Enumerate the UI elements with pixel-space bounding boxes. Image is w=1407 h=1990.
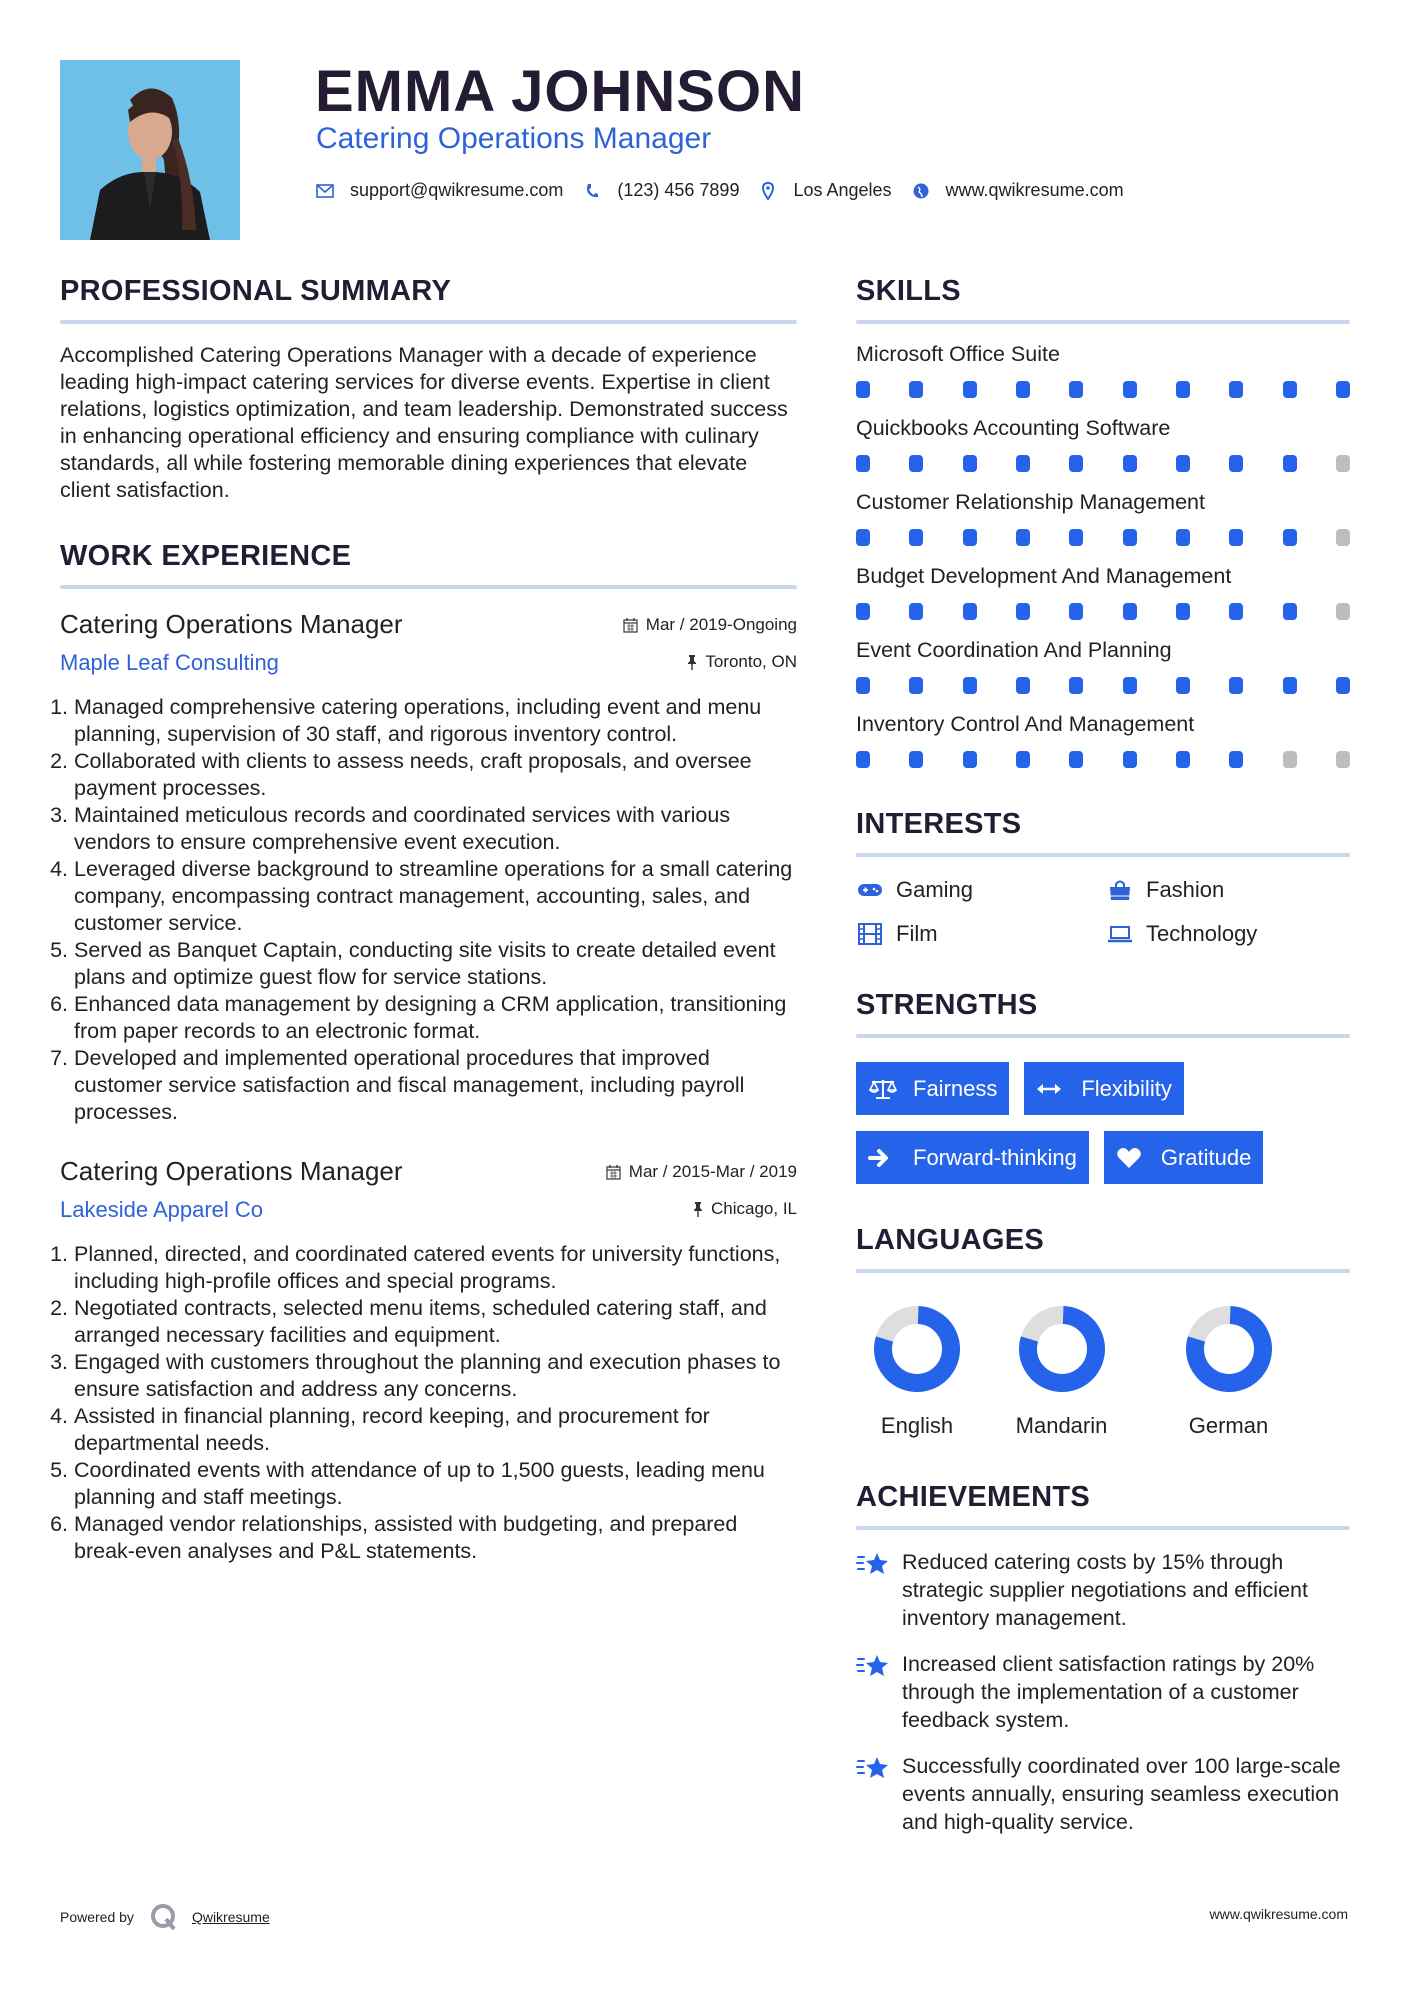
- rating-dot-filled: [1229, 381, 1243, 398]
- strength-chip: [856, 1131, 1089, 1184]
- skill-name: Quickbooks Accounting Software: [856, 416, 1171, 440]
- skill-name: Event Coordination And Planning: [856, 638, 1172, 662]
- rating-dot-filled: [856, 677, 870, 694]
- rating-dot-filled: [1283, 455, 1297, 472]
- language-item: [1145, 1305, 1312, 1439]
- job-dates: [606, 1162, 797, 1182]
- rating-dot-filled: [963, 455, 977, 472]
- section-heading: INTERESTS: [856, 808, 1022, 840]
- skills-section: [856, 275, 1350, 768]
- bullet-item: 3. Maintained meticulous records and coordinated services with various vendors to ensure comprehensive event execution.: [50, 803, 731, 854]
- section-heading: LANGUAGES: [856, 1224, 1044, 1256]
- language-donut-chart: [1185, 1305, 1273, 1393]
- section-divider: [856, 1269, 1350, 1273]
- rating-dot-filled: [1016, 751, 1030, 768]
- job-dates-text: Mar / 2015-Mar / 2019: [628, 1162, 797, 1181]
- job-dates: [623, 615, 797, 635]
- balance-scale-icon: [868, 1077, 900, 1101]
- phone-icon: [583, 182, 601, 200]
- rating-dot-empty: [1336, 455, 1350, 472]
- rating-dot-filled: [1016, 529, 1030, 546]
- rating-dot-filled: [856, 603, 870, 620]
- rating-dot-empty: [1283, 751, 1297, 768]
- section-heading: ACHIEVEMENTS: [856, 1481, 1091, 1513]
- contact-row: [316, 180, 1144, 201]
- rating-dot-filled: [1176, 381, 1190, 398]
- section-divider: [856, 1526, 1350, 1530]
- section-heading: SKILLS: [856, 275, 961, 307]
- rating-dot-filled: [909, 529, 923, 546]
- candidate-name: EMMA JOHNSON: [315, 59, 805, 124]
- pushpin-icon: [687, 654, 697, 670]
- interest-label: Fashion: [1146, 877, 1225, 902]
- strength-label: Flexibility: [1081, 1075, 1172, 1101]
- rating-dot-filled: [1123, 455, 1137, 472]
- skill-name: Microsoft Office Suite: [856, 342, 1060, 366]
- powered-by-text: Powered by: [60, 1909, 134, 1925]
- profile-photo: [60, 60, 240, 240]
- skills-list: [856, 342, 1350, 768]
- rating-dot-filled: [1123, 677, 1137, 694]
- achievement-item: [856, 1752, 1350, 1836]
- bullet-item: 5. Coordinated events with attendance of up to 1,500 guests, leading menu planning and staff meetings.: [50, 1458, 765, 1509]
- rating-dot-filled: [1069, 603, 1083, 620]
- skill-item: [856, 490, 1350, 546]
- bullet-item: 2. Negotiated contracts, selected menu items, scheduled catering staff, and arranged necessary facilities and equipment.: [50, 1296, 767, 1347]
- calendar-icon: [623, 617, 638, 633]
- rating-dot-filled: [1283, 381, 1297, 398]
- skill-rating: [856, 603, 1350, 620]
- achievement-text: Increased client satisfaction ratings by 20% through the implementation of a customer feedback system.: [902, 1652, 1315, 1732]
- rating-dot-filled: [1336, 677, 1350, 694]
- rating-dot-filled: [1069, 529, 1083, 546]
- skill-rating: [856, 529, 1350, 546]
- skill-item: [856, 638, 1350, 694]
- contact-phone[interactable]: [583, 180, 739, 201]
- gamepad-icon: [856, 878, 884, 902]
- section-divider: [856, 320, 1350, 324]
- footer-powered-by: [60, 1903, 270, 1931]
- heart-icon: [1116, 1147, 1148, 1169]
- bullet-item: 5. Served as Banquet Captain, conducting site visits to create detailed event plans and optimize guest flow for service stations.: [50, 938, 776, 989]
- achievement-text: Successfully coordinated over 100 large-scale events annually, ensuring seamless execution and high-quality service.: [902, 1754, 1341, 1834]
- section-divider: [60, 320, 797, 324]
- job-title: Catering Operations Manager: [60, 609, 403, 639]
- rating-dot-filled: [1229, 603, 1243, 620]
- rating-dot-filled: [909, 455, 923, 472]
- star-icon: [856, 1548, 902, 1632]
- strength-label: Gratitude: [1160, 1144, 1252, 1170]
- rating-dot-filled: [963, 677, 977, 694]
- skill-name: Budget Development And Management: [856, 564, 1232, 588]
- achievement-item: [856, 1650, 1350, 1734]
- rating-dot-filled: [909, 677, 923, 694]
- interest-label: Technology: [1146, 921, 1258, 946]
- section-heading: STRENGTHS: [856, 989, 1038, 1021]
- rating-dot-filled: [963, 381, 977, 398]
- strength-chip: [1024, 1062, 1183, 1115]
- rating-dot-filled: [1069, 381, 1083, 398]
- phone-text: (123) 456 7899: [617, 180, 740, 200]
- email-text: support@qwikresume.com: [350, 180, 564, 200]
- summary-text: Accomplished Catering Operations Manager with a decade of experience leading high-impact catering services for diverse events. Expertise in client relations, logistics optimization, and team leadership. Demonstrated success in enhancing operational efficiency and ensuring compliance with culinary standards, all while fostering memorable dining experiences that elevate client satisfaction.: [60, 343, 788, 502]
- pushpin-icon: [693, 1201, 703, 1217]
- rating-dot-filled: [1283, 529, 1297, 546]
- job-location-text: Chicago, IL: [711, 1199, 797, 1218]
- company-name: Lakeside Apparel Co: [60, 1197, 264, 1222]
- envelope-icon: [316, 182, 334, 200]
- job-entry: [50, 609, 797, 1126]
- interest-label: Gaming: [896, 877, 974, 902]
- interest-label: Film: [896, 921, 938, 946]
- language-donut-chart: [873, 1305, 961, 1393]
- languages-section: [856, 1224, 1350, 1439]
- rating-dot-filled: [909, 751, 923, 768]
- rating-dot-filled: [1016, 455, 1030, 472]
- strength-chip: [1104, 1131, 1264, 1184]
- bullet-item: 1. Planned, directed, and coordinated catered events for university functions, including high-profile offices and special programs.: [50, 1242, 781, 1293]
- job-location: [693, 1199, 797, 1219]
- achievement-text: Reduced catering costs by 15% through strategic supplier negotiations and efficient inventory management.: [902, 1550, 1308, 1630]
- strength-label: Forward-thinking: [913, 1144, 1077, 1170]
- qwikresume-logo-icon: [150, 1903, 178, 1931]
- rating-dot-empty: [1336, 529, 1350, 546]
- film-icon: [856, 922, 884, 946]
- rating-dot-empty: [1336, 603, 1350, 620]
- strengths-list: [856, 1062, 1350, 1184]
- rating-dot-filled: [856, 455, 870, 472]
- rating-dot-filled: [1123, 603, 1137, 620]
- rating-dot-filled: [1229, 529, 1243, 546]
- arrows-horizontal-icon: [1036, 1082, 1068, 1096]
- interest-item: [1106, 921, 1350, 947]
- calendar-icon: [606, 1164, 621, 1180]
- bullet-item: 6. Enhanced data management by designing a CRM application, transitioning from paper records to an electronic format.: [50, 992, 787, 1043]
- bullet-item: 7. Developed and implemented operational procedures that improved customer service satisfaction and fiscal management, including payroll processes.: [50, 1046, 745, 1124]
- section-heading: WORK EXPERIENCE: [60, 540, 352, 572]
- language-item: [856, 1305, 978, 1439]
- rating-dot-filled: [1283, 603, 1297, 620]
- skill-rating: [856, 677, 1350, 694]
- rating-dot-filled: [1069, 455, 1083, 472]
- strengths-section: [856, 989, 1350, 1184]
- shopping-bag-icon: [1106, 878, 1134, 902]
- skill-item: [856, 342, 1350, 398]
- achievements-list: [856, 1548, 1350, 1836]
- bullet-item: 4. Assisted in financial planning, record keeping, and procurement for departmental needs.: [50, 1404, 710, 1455]
- candidate-title: Catering Operations Manager: [316, 122, 712, 155]
- rating-dot-filled: [963, 751, 977, 768]
- achievements-section: [856, 1481, 1350, 1836]
- arrow-right-icon: [868, 1148, 900, 1168]
- rating-dot-filled: [1069, 751, 1083, 768]
- person-portrait-icon: [60, 60, 240, 240]
- languages-list: [856, 1305, 1350, 1439]
- summary-section: [60, 275, 797, 504]
- rating-dot-filled: [909, 603, 923, 620]
- rating-dot-filled: [1069, 677, 1083, 694]
- section-divider: [856, 853, 1350, 857]
- skill-item: [856, 416, 1350, 472]
- rating-dot-filled: [963, 603, 977, 620]
- rating-dot-filled: [1123, 751, 1137, 768]
- interest-item: [856, 877, 1106, 903]
- rating-dot-filled: [1176, 455, 1190, 472]
- section-heading: PROFESSIONAL SUMMARY: [60, 275, 452, 307]
- left-column: [50, 275, 797, 1565]
- contact-website[interactable]: [912, 180, 1124, 201]
- footer-url[interactable]: www.qwikresume.com: [1209, 1906, 1348, 1922]
- rating-dot-filled: [856, 751, 870, 768]
- contact-email[interactable]: [316, 180, 563, 201]
- skill-name: Inventory Control And Management: [856, 712, 1195, 736]
- rating-dot-filled: [1123, 381, 1137, 398]
- rating-dot-filled: [909, 381, 923, 398]
- location-text: Los Angeles: [793, 180, 892, 200]
- strength-chip: [856, 1062, 1009, 1115]
- bullet-item: 4. Leveraged diverse background to streamline operations for a small catering company, encompassing contract management, accounting, sales, and customer service.: [50, 857, 793, 935]
- skill-rating: [856, 751, 1350, 768]
- right-column: [856, 275, 1350, 1836]
- language-donut-chart: [1018, 1305, 1106, 1393]
- rating-dot-filled: [1176, 751, 1190, 768]
- skill-item: [856, 564, 1350, 620]
- rating-dot-filled: [1336, 381, 1350, 398]
- interests-list: [856, 877, 1350, 947]
- globe-icon: [912, 182, 930, 200]
- section-divider: [60, 585, 797, 589]
- bullet-item: 3. Engaged with customers throughout the planning and execution phases to ensure satisfaction and address any concerns.: [50, 1350, 781, 1401]
- job-entry: [50, 1156, 797, 1565]
- qwikresume-link[interactable]: Qwikresume: [191, 1909, 270, 1925]
- language-name: English: [880, 1413, 954, 1438]
- job-title: Catering Operations Manager: [60, 1156, 403, 1186]
- job-location: [687, 652, 797, 672]
- job-dates-text: Mar / 2019-Ongoing: [645, 615, 797, 634]
- language-item: [978, 1305, 1145, 1439]
- interests-section: [856, 808, 1350, 947]
- map-marker-icon: [759, 182, 777, 200]
- rating-dot-filled: [1176, 529, 1190, 546]
- skill-item: [856, 712, 1350, 768]
- rating-dot-empty: [1336, 751, 1350, 768]
- contact-location: [759, 180, 891, 201]
- bullet-item: 6. Managed vendor relationships, assisted with budgeting, and prepared break-even analyses and P&L statements.: [50, 1512, 738, 1563]
- rating-dot-filled: [963, 529, 977, 546]
- rating-dot-filled: [856, 381, 870, 398]
- rating-dot-filled: [1229, 455, 1243, 472]
- rating-dot-filled: [1229, 751, 1243, 768]
- company-name: Maple Leaf Consulting: [60, 650, 279, 675]
- experience-section: [50, 540, 797, 1565]
- star-icon: [856, 1752, 902, 1836]
- achievement-item: [856, 1548, 1350, 1632]
- job-bullets: [50, 694, 797, 1126]
- job-bullets: [50, 1241, 797, 1565]
- language-name: German: [1188, 1413, 1269, 1438]
- skill-name: Customer Relationship Management: [856, 490, 1205, 514]
- skill-rating: [856, 455, 1350, 472]
- website-text: www.qwikresume.com: [945, 180, 1124, 200]
- star-icon: [856, 1650, 902, 1734]
- rating-dot-filled: [1016, 603, 1030, 620]
- rating-dot-filled: [856, 529, 870, 546]
- bullet-item: 2. Collaborated with clients to assess needs, craft proposals, and oversee payment processes.: [50, 749, 752, 800]
- language-name: Mandarin: [1015, 1413, 1108, 1438]
- rating-dot-filled: [1229, 677, 1243, 694]
- skill-rating: [856, 381, 1350, 398]
- rating-dot-filled: [1123, 529, 1137, 546]
- job-location-text: Toronto, ON: [705, 652, 797, 671]
- rating-dot-filled: [1016, 677, 1030, 694]
- section-divider: [856, 1034, 1350, 1038]
- strength-label: Fairness: [913, 1075, 998, 1101]
- rating-dot-filled: [1176, 603, 1190, 620]
- interest-item: [856, 921, 1106, 947]
- laptop-icon: [1106, 922, 1134, 946]
- rating-dot-filled: [1016, 381, 1030, 398]
- interest-item: [1106, 877, 1350, 903]
- bullet-item: 1. Managed comprehensive catering operations, including event and menu planning, supervision of 30 staff, and rigorous inventory control.: [50, 695, 762, 746]
- rating-dot-filled: [1283, 677, 1297, 694]
- rating-dot-filled: [1176, 677, 1190, 694]
